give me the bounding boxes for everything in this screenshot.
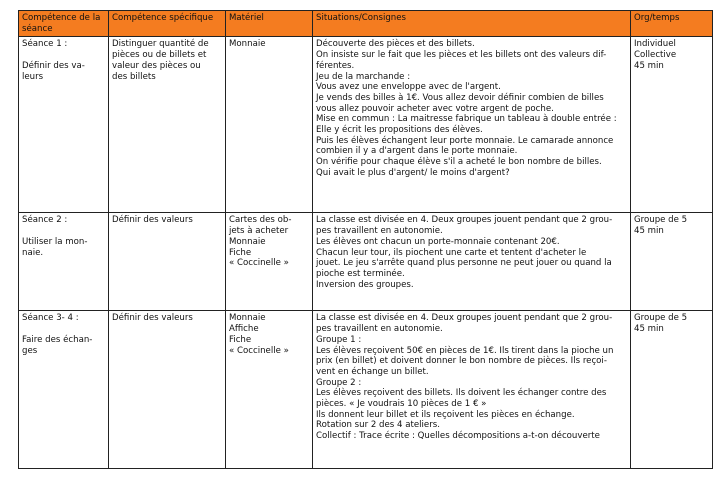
cell-materiel (226, 37, 313, 213)
cell-materiel (226, 213, 313, 311)
lesson-plan-table (18, 10, 713, 469)
header-competence-specifique (109, 11, 226, 37)
text-line: Définir des valeurs (112, 313, 193, 324)
text-line: Utiliser la mon- (22, 236, 88, 247)
text-line: Collective (634, 50, 677, 61)
text-line: combien il y a d'argent dans le porte monnaie. (316, 146, 518, 157)
text-line: Situations/Consignes (316, 13, 406, 23)
cell-org-temps (631, 311, 713, 469)
text-line: Les élèves ont chacun un porte-monnaie contenant 20€. (316, 236, 560, 247)
cell-situations (313, 311, 631, 469)
text-line: 45 min (634, 60, 664, 71)
text-line: « Coccinelle » (229, 345, 289, 356)
header-row (19, 11, 713, 37)
cell-seance (19, 311, 109, 469)
text-line: Puis les élèves échangent leur porte monnaie. Le camarade annonce (316, 135, 614, 146)
text-line: Séance 3- 4 : (22, 313, 79, 324)
text-line: leurs (22, 71, 44, 82)
text-line: Individuel (634, 39, 676, 50)
cell-situations (313, 213, 631, 311)
header-org-temps (631, 11, 713, 37)
text-line: Inversion des groupes. (316, 279, 414, 290)
cell-situations (313, 37, 631, 213)
table-row-seance-3-4 (19, 311, 713, 469)
text-line: pes travaillent en autonomie. (316, 324, 443, 335)
text-line: Compétence spécifique (112, 13, 214, 23)
lesson-plan-sheet (18, 10, 712, 469)
text-line: Monnaie (229, 236, 266, 247)
text-line: Fiche (229, 247, 252, 258)
text-line: Vous avez une enveloppe avec de l'argent. (316, 82, 501, 93)
text-line: Compétence de la (22, 13, 101, 23)
text-line: Monnaie (229, 313, 266, 324)
text-line: pioche est terminée. (316, 268, 405, 279)
text-line: Rotation sur 2 des 4 ateliers. (316, 420, 440, 431)
text-line: 45 min (634, 226, 664, 237)
text-line: Distinguer quantité de (112, 39, 209, 50)
text-line: séance (22, 23, 53, 34)
text-line: férentes. (316, 60, 355, 71)
text-line: jets à acheter (229, 226, 289, 237)
text-line: Définir des valeurs (112, 215, 193, 226)
cell-seance (19, 213, 109, 311)
text-line: Collectif : Trace écrite : Quelles décompositions a-t-on découverte (316, 431, 600, 442)
text-line: Monnaie (229, 39, 266, 50)
blank-line (22, 50, 105, 61)
text-line: Mise en commun : La maitresse fabrique un tableau à double entrée : (316, 114, 617, 125)
text-line: pes travaillent en autonomie. (316, 226, 443, 237)
text-line: Les élèves reçoivent 50€ en pièces de 1€. Ils tirent dans la pioche un (316, 345, 614, 356)
text-line: ges (22, 345, 38, 356)
text-line: Les élèves reçoivent des billets. Ils doivent les échanger contre des (316, 388, 607, 399)
table-row-seance-2 (19, 213, 713, 311)
header-situations-consignes (313, 11, 631, 37)
text-line: Fiche (229, 334, 252, 345)
text-line: Définir des va- (22, 60, 85, 71)
text-line: Cartes des ob- (229, 215, 292, 226)
blank-line (22, 324, 105, 335)
text-line: Faire des échan- (22, 334, 93, 345)
text-line: On vérifie pour chaque élève s'il a acheté le bon nombre de billes. (316, 157, 602, 168)
text-line: naie. (22, 247, 44, 258)
text-line: Je vends des billes à 1€. Vous allez devoir définir combien de billes (316, 92, 604, 103)
cell-org-temps (631, 37, 713, 213)
table-row-seance-1 (19, 37, 713, 213)
text-line: Groupe de 5 (634, 313, 688, 324)
header-materiel (226, 11, 313, 37)
cell-materiel (226, 311, 313, 469)
text-line: Org/temps (634, 13, 680, 23)
header-competence-seance (19, 11, 109, 37)
text-line: Groupe de 5 (634, 215, 688, 226)
cell-competence (109, 213, 226, 311)
text-line: « Coccinelle » (229, 258, 289, 269)
cell-competence (109, 311, 226, 469)
text-line: On insiste sur le fait que les pièces et les billets ont des valeurs dif- (316, 50, 607, 61)
cell-org-temps (631, 213, 713, 311)
text-line: Jeu de la marchande : (316, 71, 411, 82)
text-line: Chacun leur tour, ils piochent une carte et tentent d'acheter le (316, 247, 587, 258)
text-line: Affiche (229, 324, 259, 335)
text-line: La classe est divisée en 4. Deux groupes jouent pendant que 2 grou- (316, 215, 613, 226)
text-line: Ils donnent leur billet et ils reçoivent les pièces en échange. (316, 409, 575, 420)
cell-competence (109, 37, 226, 213)
text-line: Groupe 2 : (316, 377, 362, 388)
text-line: Séance 1 : (22, 39, 68, 50)
text-line: La classe est divisée en 4. Deux groupes jouent pendant que 2 grou- (316, 313, 613, 324)
text-line: vent en échange un billet. (316, 366, 429, 377)
blank-line (22, 226, 105, 237)
text-line: Matériel (229, 13, 264, 23)
text-line: Découverte des pièces et des billets. (316, 39, 475, 50)
text-line: Groupe 1 : (316, 334, 362, 345)
text-line: jouet. Le jeu s'arrête quand plus personne ne peut jouer ou quand la (316, 258, 612, 269)
text-line: vous allez pouvoir acheter avec votre argent de poche. (316, 103, 554, 114)
text-line: Séance 2 : (22, 215, 68, 226)
text-line: Qui avait le plus d'argent/ le moins d'argent? (316, 167, 510, 178)
text-line: pièces. « Je voudrais 10 pièces de 1 € » (316, 399, 487, 410)
text-line: Elle y écrit les propositions des élèves. (316, 125, 483, 136)
text-line: prix (en billet) et doivent donner le bon nombre de pièces. Ils reçoi- (316, 356, 607, 367)
text-line: des billets (112, 71, 156, 82)
text-line: pièces ou de billets et (112, 50, 207, 61)
cell-seance (19, 37, 109, 213)
text-line: valeur des pièces ou (112, 60, 201, 71)
text-line: 45 min (634, 324, 664, 335)
